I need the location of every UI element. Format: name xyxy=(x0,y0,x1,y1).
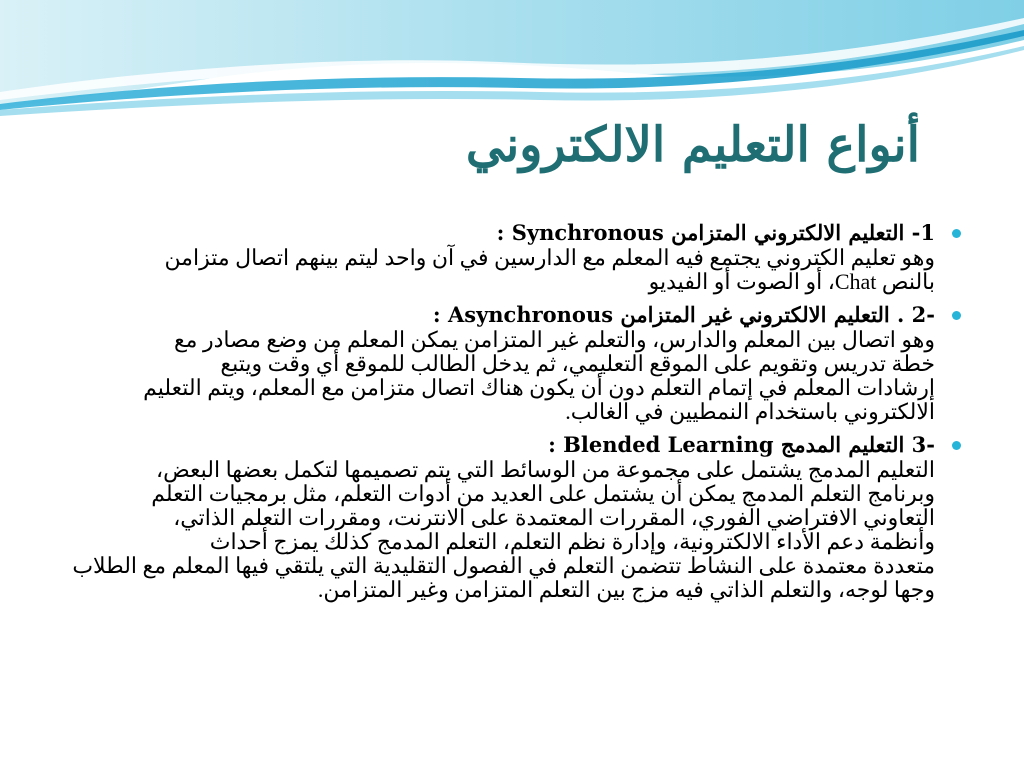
item-number: . 2- xyxy=(897,302,935,327)
slide-title: أنواع التعليم الالكتروني xyxy=(465,117,920,173)
body-line: خطة تدريس وتقويم على الموقع التعليمي، ثم يدخل الطالب للموقع أي وقت ويتبع xyxy=(220,351,935,376)
item-heading xyxy=(60,432,935,458)
body-line: التعاوني الافتراضي الفوري، المقررات المعتمدة على الانترنت، ومقررات التعلم الذاتي، xyxy=(173,505,935,530)
list-item-synchronous xyxy=(60,220,965,294)
body-line: إرشادات المعلم في إتمام التعلم دون أن يكون هناك اتصال متزامن مع المعلم، ويتم التعليم xyxy=(143,375,935,400)
item-body xyxy=(60,328,935,424)
item-body xyxy=(60,246,935,294)
item-heading-text: التعليم الالكتروني المتزامن Synchronous : xyxy=(496,220,905,245)
bullet-icon xyxy=(952,441,961,450)
item-heading-text: التعليم المدمج Blended Learning : xyxy=(548,432,905,457)
body-line: متعددة معتمدة على النشاط تتضمن التعلم في الفصول التقليدية التي يلتقي فيها المعلم مع الطلاب xyxy=(72,553,935,578)
body-line: وأنظمة دعم الأداء الالكترونية، وإدارة نظم التعلم، التعلم المدمج كذلك يمزج أحداث xyxy=(209,529,935,554)
body-line: بالنص Chat، أو الصوت أو الفيديو xyxy=(648,269,935,294)
body-line: وجها لوجه، والتعلم الذاتي فيه مزج بين التعلم المتزامن وغير المتزامن. xyxy=(317,577,935,602)
body-line: وهو تعليم الكتروني يجتمع فيه المعلم مع الدارسين في آن واحد ليتم بينهم اتصال متزامن xyxy=(164,245,935,270)
list-item-blended-learning xyxy=(60,432,965,602)
content-list xyxy=(60,220,965,602)
item-heading xyxy=(60,220,935,246)
body-line: وبرنامج التعلم المدمج يمكن أن يشتمل على العديد من أدوات التعلم، مثل برمجيات التعلم xyxy=(151,481,935,506)
body-line: الالكتروني باستخدام النمطيين في الغالب. xyxy=(565,399,935,424)
item-body xyxy=(60,458,935,602)
item-heading-text: التعليم الالكتروني غير المتزامن Asynchronous : xyxy=(432,302,890,327)
bullet-icon xyxy=(952,229,961,238)
item-heading xyxy=(60,302,935,328)
bullet-icon xyxy=(952,311,961,320)
body-line: التعليم المدمج يشتمل على مجموعة من الوسائط التي يتم تصميمها لتكمل بعضها البعض، xyxy=(155,457,935,482)
item-number: 3- xyxy=(911,432,935,457)
body-line: وهو اتصال بين المعلم والدارس، والتعلم غير المتزامن يمكن المعلم من وضع مصادر مع xyxy=(173,327,935,352)
list-item-asynchronous xyxy=(60,302,965,424)
item-number: -1 xyxy=(911,220,935,245)
